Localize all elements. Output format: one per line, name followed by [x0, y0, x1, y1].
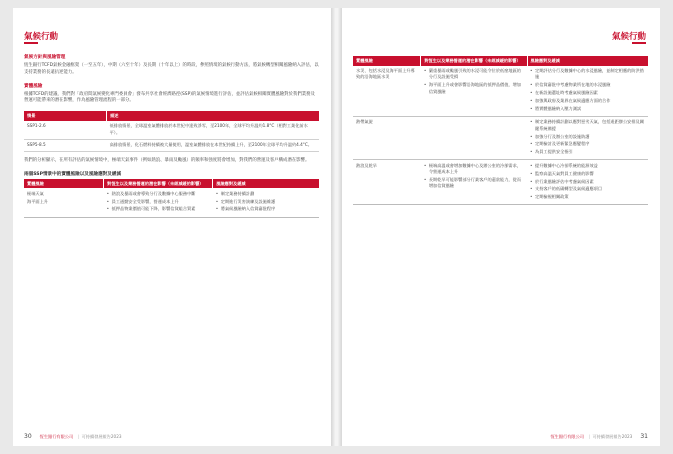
table-header: 描述	[107, 111, 319, 121]
list-item: • 長期乾旱可能影響部分行業客戶的還款能力，從而增加信貸風險	[424, 177, 524, 190]
list-item: • 在新設施選址時考慮氣候風險因素	[530, 90, 645, 96]
risk-cell: 熱浪及乾旱	[353, 160, 421, 205]
list-item: • 提升數據中心冷卻系統的能源效益	[530, 163, 645, 169]
section-text-climate-policy: 恆生銀行TCFD氣候金融框架（一至五年），中期（六至十年）及長期（十年以上）的時段，參照情境的氣候行動方法，將氣候轉型相關風險納入評估，以支持業務的長遠抗逆能力。	[24, 63, 319, 75]
impact-cell	[421, 116, 527, 159]
impact-cell	[421, 66, 527, 117]
analysis-text: 我們的分析顯示，在所有評估的氣候情境中，極端天氣事件（例如熱浪、暴雨及颱風）的頻率和強度將會增加，對我們的營運及客戶構成潛在影響。	[24, 157, 310, 163]
list-item: • 於信貸審批中考慮物業所在地的水浸風險	[530, 82, 645, 88]
list-item: • 將氣候風險納入信貸審批程序	[216, 206, 316, 212]
description-cell: 高排放情景，化石燃料持續被大量使用，溫室氣體排放在本世紀持續上升，至2100年全球平均升溫約4.4°C。	[107, 139, 319, 151]
ssp-scenario-table	[24, 111, 319, 152]
page-number: 30	[24, 433, 32, 440]
table-header: 對恆生以及業務營運的潛在影響（未經減緩的影響）	[104, 179, 213, 189]
title-accent-bar	[24, 42, 38, 44]
impact-cell	[104, 188, 213, 217]
table-row	[24, 188, 319, 217]
physical-risk-table	[24, 179, 319, 218]
list-item: • 海平面上升或會影響沿海地區的抵押品價值，增加信貸風險	[424, 82, 524, 95]
table-row	[353, 66, 648, 117]
table-header: 風險應對及緩減	[213, 179, 319, 189]
section-heading-physical-risk: 實體風險	[24, 83, 43, 89]
list-item: • 定期評估分行及數據中心的水浸風險，並制定相應的防洪措施	[530, 68, 645, 81]
table-header: 實體風險	[353, 56, 421, 66]
section-text-physical-risk: 根據TCFD的建議，我們對「政府間氣候變化專門委員會」發布共享社會經濟路徑(SSP)的氣候情境進行評估，並評估氣候相關實體風險對於我們業務及營運可能帶來的潛在影響，作為風險管理流程的一部分。	[24, 91, 315, 104]
footer-separator: |	[78, 434, 80, 439]
risk-name: 海平面上升	[27, 199, 48, 205]
list-item: • 抵押品物業價值可能下降，影響信貸組合質素	[107, 206, 210, 212]
list-item: • 制定業務持續計劃以應對惡劣天氣，包括遙距辦公安排及關鍵系統備援	[530, 119, 645, 132]
risk-cell: 水災、包括水浸及海平面上升導致的沿海地區水災	[356, 68, 415, 80]
page-footer-right	[550, 433, 648, 440]
footer-report-name: 可持續發展報告2023	[592, 433, 633, 439]
list-item: • 制定業務持續計劃	[216, 191, 316, 197]
list-item: • 加強與政府及業界在氣候適應方面的合作	[530, 98, 645, 104]
right-content	[353, 56, 648, 205]
list-item: • 將實體風險納入壓力測試	[530, 106, 645, 112]
scenario-cell: SSP5-8.5	[24, 139, 107, 151]
footer-report-name: 可持續發展報告2023	[81, 433, 122, 439]
right-page	[342, 8, 660, 446]
list-item: • 極端高溫或會增加數據中心及辦公室的冷卻需求，令營運成本上升	[424, 163, 524, 176]
list-item: • 熱浪及暴雨或會導致分行及數據中心服務中斷	[107, 191, 210, 197]
page-title-right: 氣候行動	[611, 32, 646, 42]
page-footer-left	[24, 433, 122, 440]
left-page	[13, 8, 331, 446]
table-row	[24, 121, 319, 139]
footer-separator: |	[588, 434, 591, 439]
table-row	[24, 139, 319, 151]
list-item: • 監察高溫天氣對員工健康的影響	[530, 171, 645, 177]
risk-cell: 熱帶氣旋	[353, 116, 421, 159]
impact-cell	[421, 160, 527, 205]
list-item: • 員工通勤安全受影響，營運成本上升	[107, 199, 210, 205]
list-item: • 定期檢討及更新緊急應變程序	[530, 141, 645, 147]
footer-company: 恆生銀行有限公司	[550, 433, 584, 439]
table-header: 實體風險	[24, 179, 104, 189]
risk-cell	[24, 188, 104, 217]
list-item: • 定期檢視相關政策	[530, 194, 645, 200]
page-title-left: 氣候行動	[24, 32, 59, 42]
table-header: 風險應對及緩減	[527, 56, 648, 66]
table-header: 對恆生以及業務營運的潛在影響（未經減緩的影響）	[421, 56, 527, 66]
description-cell: 低排放情景，全球溫室氣體排放於本世紀中達致淨零，至2100年，全球平均升溫約1.8°C（相對工業化前水平）。	[107, 121, 319, 139]
title-accent-bar	[632, 42, 646, 44]
page-number: 31	[640, 433, 648, 440]
response-cell	[527, 66, 648, 117]
list-item: • 定期進行災害演練及設施維護	[216, 199, 316, 205]
response-cell	[213, 188, 319, 217]
list-item: • 為員工提供安全指引	[530, 149, 645, 155]
scenario-cell: SSP1-2.6	[24, 121, 107, 139]
list-item: • 於行業風險評估中考慮氣候因素	[530, 179, 645, 185]
list-item: • 支持客戶的低碳轉型及氣候適應項目	[530, 186, 645, 192]
spread-gutter	[331, 8, 342, 446]
footer-company: 恆生銀行有限公司	[39, 433, 74, 439]
physical-risk-table-continued	[353, 56, 648, 205]
list-item: • 嚴重暴雨或颱風引致的水浸可能令位於低窪地區的分行及設施受損	[424, 68, 524, 81]
table-row	[353, 116, 648, 159]
risk-name: 極端天氣	[27, 190, 44, 196]
response-cell	[527, 160, 648, 205]
table-header: 情景	[24, 111, 107, 121]
list-item: • 加強分行及辦公室的設施防護	[530, 134, 645, 140]
table-row	[353, 160, 648, 205]
left-content	[24, 54, 319, 218]
risk-table-title: 兩個SSP情景中的實體風險以及風險應對及緩減	[24, 171, 122, 177]
section-heading-climate-policy: 氣候方針與風險管理	[24, 55, 66, 60]
response-cell	[527, 116, 648, 159]
